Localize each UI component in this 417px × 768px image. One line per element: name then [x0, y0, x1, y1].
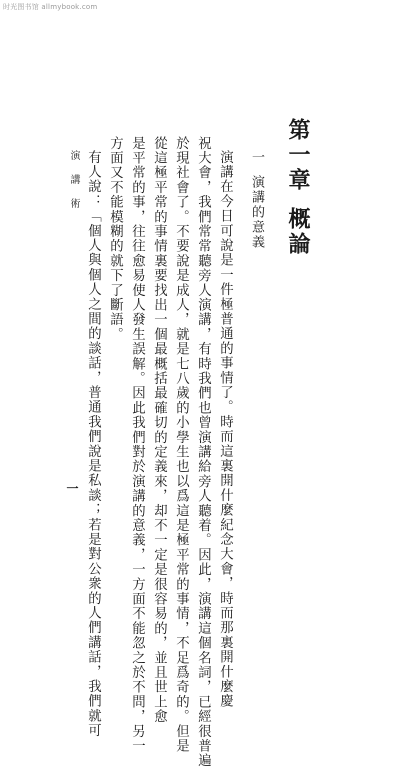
body-line: 於現社會了。不要說是成人，就是七八歲的小學生也以爲這是極平常的事情，不足爲奇的。但是	[173, 136, 189, 754]
body-line: 方面又不能模糊的就下了斷語。	[107, 136, 123, 342]
body-line: 有人說：「個人與個人之間的談話，普通我們說是私談；若是對公衆的人們講話，我們就可	[85, 150, 101, 738]
watermark: 时光图书馆 allmybook.com	[3, 3, 98, 11]
chapter-number: 第一章	[285, 118, 311, 193]
section-title: 演講的意義	[249, 175, 264, 250]
page-number: 一	[65, 482, 79, 494]
body-line: 從這極平常的事情裏要找出一個最概括最確切的定義來，却不一定是很容易的，並且世上愈	[151, 136, 167, 724]
section-heading	[250, 150, 263, 250]
chapter-title: 概論	[285, 207, 311, 257]
body-line: 祝大會，我們常常聽旁人演講，有時我們也曾演講給旁人聽着。因此，演講這個名詞，已經很普遍	[195, 136, 211, 768]
body-line: 演講在今日可說是一件極普通的事情了。時而這裏開什麼紀念大會，時而那裏開什麼慶	[217, 150, 233, 709]
body-line: 是平常的事，往往愈易使人發生誤解。因此我們對於演講的意義，一方面不能忽之於不問，另一	[129, 136, 145, 754]
chapter-heading	[287, 118, 309, 257]
running-head: 演講術	[68, 150, 79, 222]
section-number: 一	[249, 150, 264, 165]
